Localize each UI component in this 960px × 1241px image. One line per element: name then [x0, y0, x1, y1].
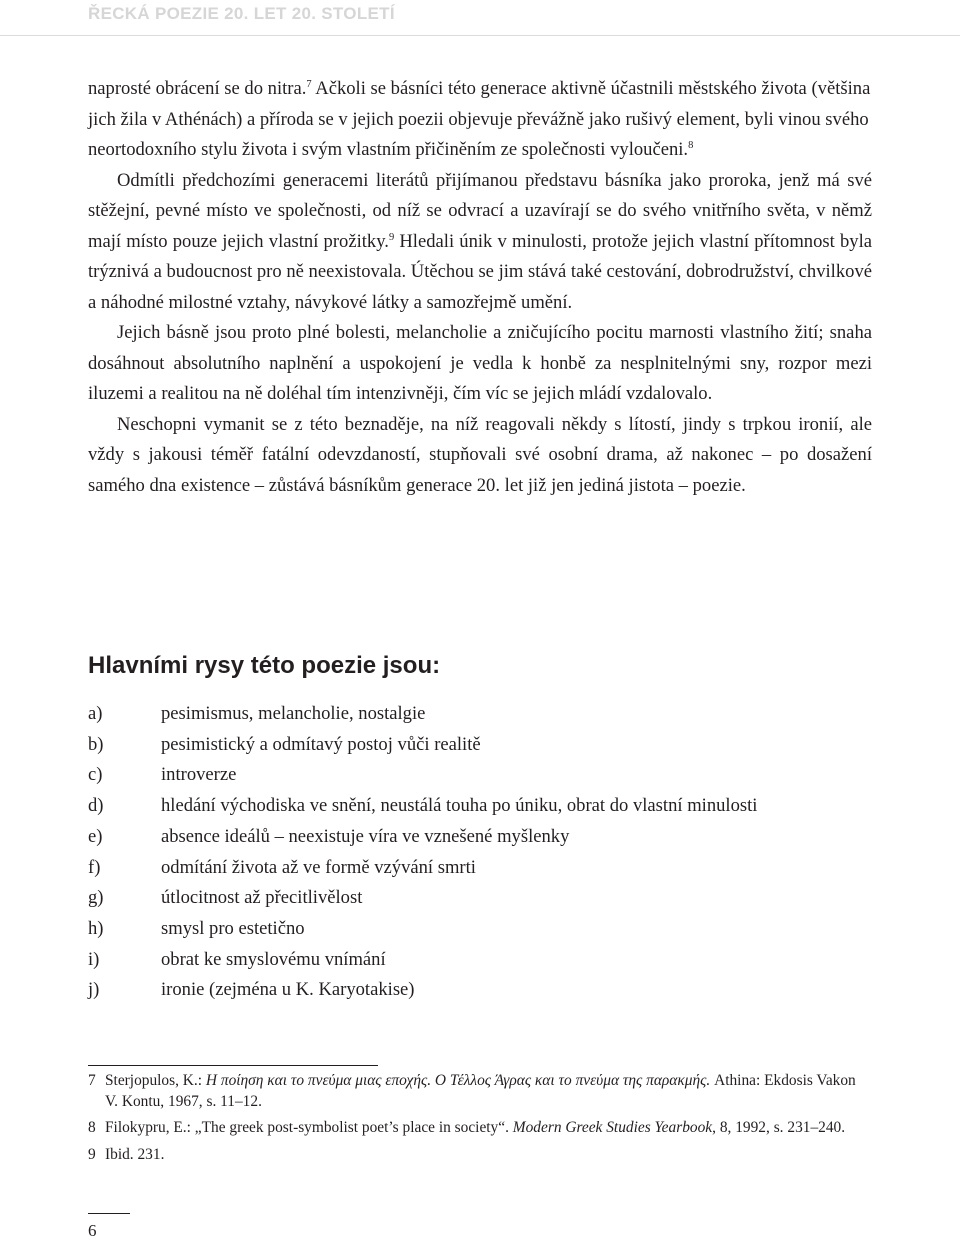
list-item-text: útlocitnost až přecitlivělost [161, 887, 363, 909]
list-marker: i) [88, 948, 100, 970]
list-item-text: absence ideálů – neexistuje víra ve vznešené myšlenky [161, 825, 570, 847]
list-marker: g) [88, 887, 104, 909]
footnote-author: Sterjopulos, K.: [105, 1072, 206, 1089]
list-item [88, 760, 888, 791]
list-item [88, 822, 888, 853]
footnote-author: Filokypru, E.: „The greek post-symbolist poet’s place in society“. [105, 1119, 513, 1136]
list-marker: a) [88, 703, 103, 724]
list-item-text: odmítání života až ve formě vzývání smrti [161, 856, 476, 878]
list-marker: b) [88, 733, 104, 755]
paragraph-2-part-a: Odmítli předchozími generacemi literátů přijímanou představu básníka jako proroka, jenž má své stěžejní, pevné místo ve společnosti, od níž se odvrací a uzavírají se do svého vnitřního světa, v němž mají místo pouze jejich vlastní prožitky. [88, 169, 872, 252]
list-item [88, 853, 888, 884]
paragraph-2 [88, 166, 872, 319]
list-marker: h) [88, 917, 104, 939]
body-text [88, 74, 872, 501]
footnote-publication: Athina: Ekdosis Vakon V. Kontu, 1967, s. 11–12. [105, 1072, 856, 1110]
list-item-text: pesimismus, melancholie, nostalgie [161, 703, 426, 724]
list-item-text: obrat ke smyslovému vnímání [161, 948, 386, 970]
footnote-9 [88, 1145, 872, 1166]
page-number-rule [88, 1213, 130, 1214]
paragraph-1-part-b: Ačkoli se básníci této generace aktivně účastnili městského života (většina jich žila v Athénách) a příroda se v jejich poezii objevuje převážně jako rušivý element, byli vinou svého neortodoxního stylu života i svým vlastním přičiněním ze společnosti vyloučeni. [88, 78, 871, 160]
list-item-text: pesimistický a odmítavý postoj vůči realitě [161, 733, 481, 755]
section-heading: Hlavními rysy této poezie jsou: [88, 652, 441, 679]
list-item [88, 975, 888, 1006]
list-item [88, 883, 888, 914]
footnote-number: 9 [88, 1145, 96, 1163]
footnote-text [105, 1118, 872, 1139]
list-item [88, 730, 888, 761]
list-marker: d) [88, 795, 104, 817]
footnote-text [105, 1071, 872, 1112]
paragraph-1-part-a: naprosté obrácení se do nitra. [88, 78, 307, 99]
header-rule [0, 35, 960, 36]
footnote-number: 7 [88, 1072, 96, 1089]
paragraph-2-part-b: Hledali únik v minulosti, protože jejich vlastní přítomnost byla trýznivá a budoucnost pro ně neexistovala. Útěchou se jim stává také cestování, dobrodružství, chvilkové a náhodné milostné vztahy, návykové látky a samozřejmě umění. [88, 230, 872, 313]
page-number: 6 [88, 1221, 97, 1240]
footnote-ref-8[interactable]: 8 [688, 140, 694, 151]
footnote-text: Ibid. 231. [105, 1145, 165, 1163]
paragraph-1 [88, 74, 872, 166]
list-item-text: hledání východiska ve snění, neustálá touha po úniku, obrat do vlastní minulosti [161, 795, 758, 817]
list-item-text: introverze [161, 764, 237, 786]
footnote-journal-title: Modern Greek Studies Yearbook [512, 1119, 713, 1136]
footnote-ref-9[interactable]: 9 [388, 231, 395, 243]
list-marker: j) [88, 979, 100, 1001]
footnote-8 [88, 1118, 872, 1139]
list-marker: f) [88, 856, 101, 878]
footnote-7 [88, 1071, 872, 1112]
list-item [88, 699, 888, 730]
list-marker: c) [88, 764, 103, 786]
running-header: ŘECKÁ POEZIE 20. LET 20. STOLETÍ [88, 4, 395, 23]
list-item-text: smysl pro estetično [161, 917, 305, 939]
footnote-publication: , 8, 1992, s. 231–240. [712, 1119, 846, 1136]
traits-list [88, 699, 888, 1006]
footnote-work-title: Η ποίηση και το πνεύμα μιας εποχής. Ο Τέλλος Άγρας και το πνεύμα της παρακμής. [205, 1072, 711, 1089]
list-item [88, 945, 888, 976]
list-item-text: ironie (zejména u K. Karyotakise) [161, 979, 415, 1001]
list-marker: e) [88, 825, 103, 847]
footnote-separator [88, 1065, 378, 1066]
paragraph-3: Jejich básně jsou proto plné bolesti, melancholie a zničujícího pocitu marnosti vlastního žití; snaha dosáhnout absolutního naplnění a uspokojení je vedla k honbě za nesplnitelnými sny, rozpor mezi iluzemi a realitou na ně doléhal tím intenzivněji, čím víc se jejich mládí vzdalovalo. [88, 322, 872, 404]
footnote-number: 8 [88, 1119, 96, 1136]
list-item [88, 791, 888, 822]
footnote-ref-7[interactable]: 7 [306, 79, 312, 90]
footnotes [88, 1071, 872, 1171]
paragraph-4: Neschopni vymanit se z této beznaděje, na níž reagovali někdy s lítostí, jindy s trpkou ironií, ale vždy s jakousi téměř fatální odevzdaností, stupňovali své osobní drama, až nakonec – po dosažení samého dna existence – zůstává básníkům generace 20. let již jen jediná jistota – poezie. [88, 413, 872, 496]
list-item [88, 914, 888, 945]
